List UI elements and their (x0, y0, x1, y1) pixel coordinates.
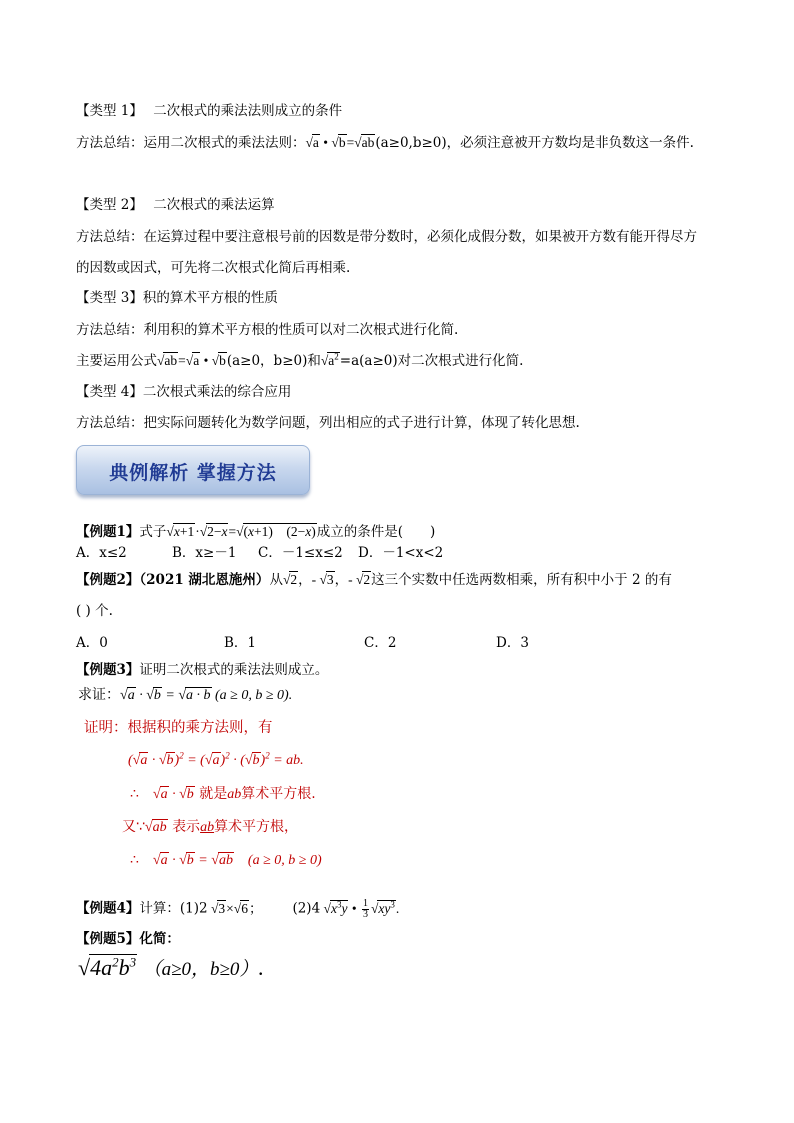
example3-step2-formula: √a · √b (152, 787, 194, 802)
example3-step2-ab: ab (227, 787, 242, 802)
type3-cond2: =a(a≥0)对二次根式进行化简. (339, 353, 524, 369)
example2-text-a: 从 (269, 572, 283, 588)
example5-expression: $√4a^2b^3$ （a≥0，b≥0）. (78, 954, 264, 980)
example3-step3-ab: ab (200, 820, 215, 835)
example4-part1-formula: √3×√6； (207, 900, 263, 916)
example2-option-d: D．3 (496, 635, 529, 651)
example4-part2-formula: $√x^3y$ • $\frac{1}{3}$ $√xy^3$. (320, 898, 400, 920)
example4-question (76, 899, 399, 920)
example1-suffix: 成立的条件是( ) (316, 524, 436, 540)
type1-condition: (a≥0,b≥0) (375, 135, 447, 151)
example3-proof-step3 (122, 818, 298, 837)
example1-formula: √x+1·√2−x=√(x+1) (2−x) (166, 524, 316, 539)
example4-text: 计算：(1)2 (139, 900, 208, 917)
example3-proof-conclusion: ∴ √a · √b = √ab (a ≥ 0, b ≥ 0) (130, 853, 322, 868)
example5-tag: 【例题5】 (76, 931, 140, 947)
section-banner (76, 445, 310, 495)
type2-summary-line1: 方法总结：在运算过程中要注意根号前的因数是带分数时，必须化成假分数，如果被开方数有能开得尽方 (76, 229, 697, 245)
example2-options (76, 634, 596, 652)
type1-summary-suffix: ，必须注意被开方数均是非负数这一条件. (446, 135, 694, 151)
example2-source: （2021 湖北恩施州） (139, 572, 270, 588)
example3-claim (78, 686, 292, 705)
banner-title: 典例解析 掌握方法 (109, 462, 277, 484)
type1-tag: 【类型 1】 (76, 103, 143, 119)
example1-option-a: A．x≤2 (76, 545, 127, 561)
type2-heading (76, 196, 275, 214)
example1-prefix: 式子 (139, 524, 167, 540)
example3-step3-prefix: 又∵ (122, 819, 145, 835)
example3-step2-tail: 算术平方根. (241, 786, 316, 802)
type3-summary-line2 (76, 352, 523, 370)
example3-tag: 【例题3】 (76, 662, 140, 678)
type2-title: 二次根式的乘法运算 (153, 197, 275, 213)
example1-tag: 【例题1】 (76, 524, 140, 540)
example5-question (76, 930, 180, 948)
type1-heading (76, 102, 342, 120)
type3-formula1: √ab=√a • √b (157, 353, 226, 368)
type3-cond1: (a≥0，b≥0)和 (226, 353, 321, 369)
example3-step3-text: 表示 (172, 819, 201, 835)
type2-summary-line2: 的因数或因式，可先将二次根式化简后再相乘. (76, 260, 351, 276)
type1-title: 二次根式的乘法法则成立的条件 (153, 103, 343, 119)
example4-part2: (2)4 (292, 900, 321, 917)
example2-question (76, 571, 672, 589)
example3-claim-prefix: 求证： (78, 687, 120, 703)
example3-proof-intro: 证明：根据积的乘方法则，有 (84, 720, 273, 736)
example2-numbers: √2，- √3，- √2 (282, 572, 371, 587)
example1-question (76, 523, 435, 541)
type3-tag: 【类型 3】 (76, 290, 143, 306)
therefore-symbol-1: ∴ (130, 787, 153, 802)
example2-option-b: B．1 (224, 635, 257, 651)
type3-title: 积的算术平方根的性质 (142, 290, 278, 306)
example3-title: 证明二次根式的乘法法则成立。 (139, 662, 329, 678)
example3-step3-tail: 算术平方根， (214, 819, 299, 835)
type3-summary-line1: 方法总结：利用积的算术平方根的性质可以对二次根式进行化简. (76, 322, 459, 338)
type3-formula2: $√a^2$ (320, 351, 339, 368)
example3-step2-text: 就是 (199, 786, 228, 802)
example2-option-c: C．2 (364, 635, 397, 651)
example2-line2: ( ) 个. (76, 603, 113, 619)
type3-line2-prefix: 主要运用公式 (76, 353, 157, 369)
example5-text: 化简： (139, 931, 180, 947)
type4-tag: 【类型 4】 (76, 384, 143, 400)
type4-heading (76, 383, 291, 401)
type4-summary: 方法总结：把实际问题转化为数学问题，列出相应的式子进行计算，体现了转化思想. (76, 415, 580, 431)
example1-option-b: B．x≥－1 (172, 545, 237, 561)
example4-tag: 【例题4】 (76, 900, 140, 917)
type4-title: 二次根式乘法的综合应用 (142, 384, 292, 400)
example2-option-a: A．0 (76, 635, 108, 651)
type1-summary (76, 134, 694, 152)
type3-heading (76, 289, 278, 307)
example3-claim-formula: √a · √b = √a · b (a ≥ 0, b ≥ 0). (120, 688, 293, 703)
example2-tag: 【例题2】 (76, 572, 140, 588)
type1-summary-prefix: 方法总结：运用二次根式的乘法法则： (76, 135, 306, 151)
type2-tag: 【类型 2】 (76, 197, 143, 213)
example1-option-d: D．－1<x<2 (358, 545, 444, 561)
example3-proof-step2 (130, 785, 316, 804)
example2-text-b: 这三个实数中任选两数相乘，所有积中小于 2 的有 (371, 572, 672, 588)
example3-proof-step1: $(√a \cdot √b)^2 = (√a)^2 \cdot (√b)^2$ = ab. (128, 750, 304, 768)
example3-heading (76, 661, 328, 679)
example1-options (76, 544, 536, 562)
example1-option-c: C．－1≤x≤2 (258, 545, 343, 561)
type1-formula: √a • √b=√ab (305, 135, 375, 150)
example3-step3-formula: √ab (144, 820, 167, 835)
